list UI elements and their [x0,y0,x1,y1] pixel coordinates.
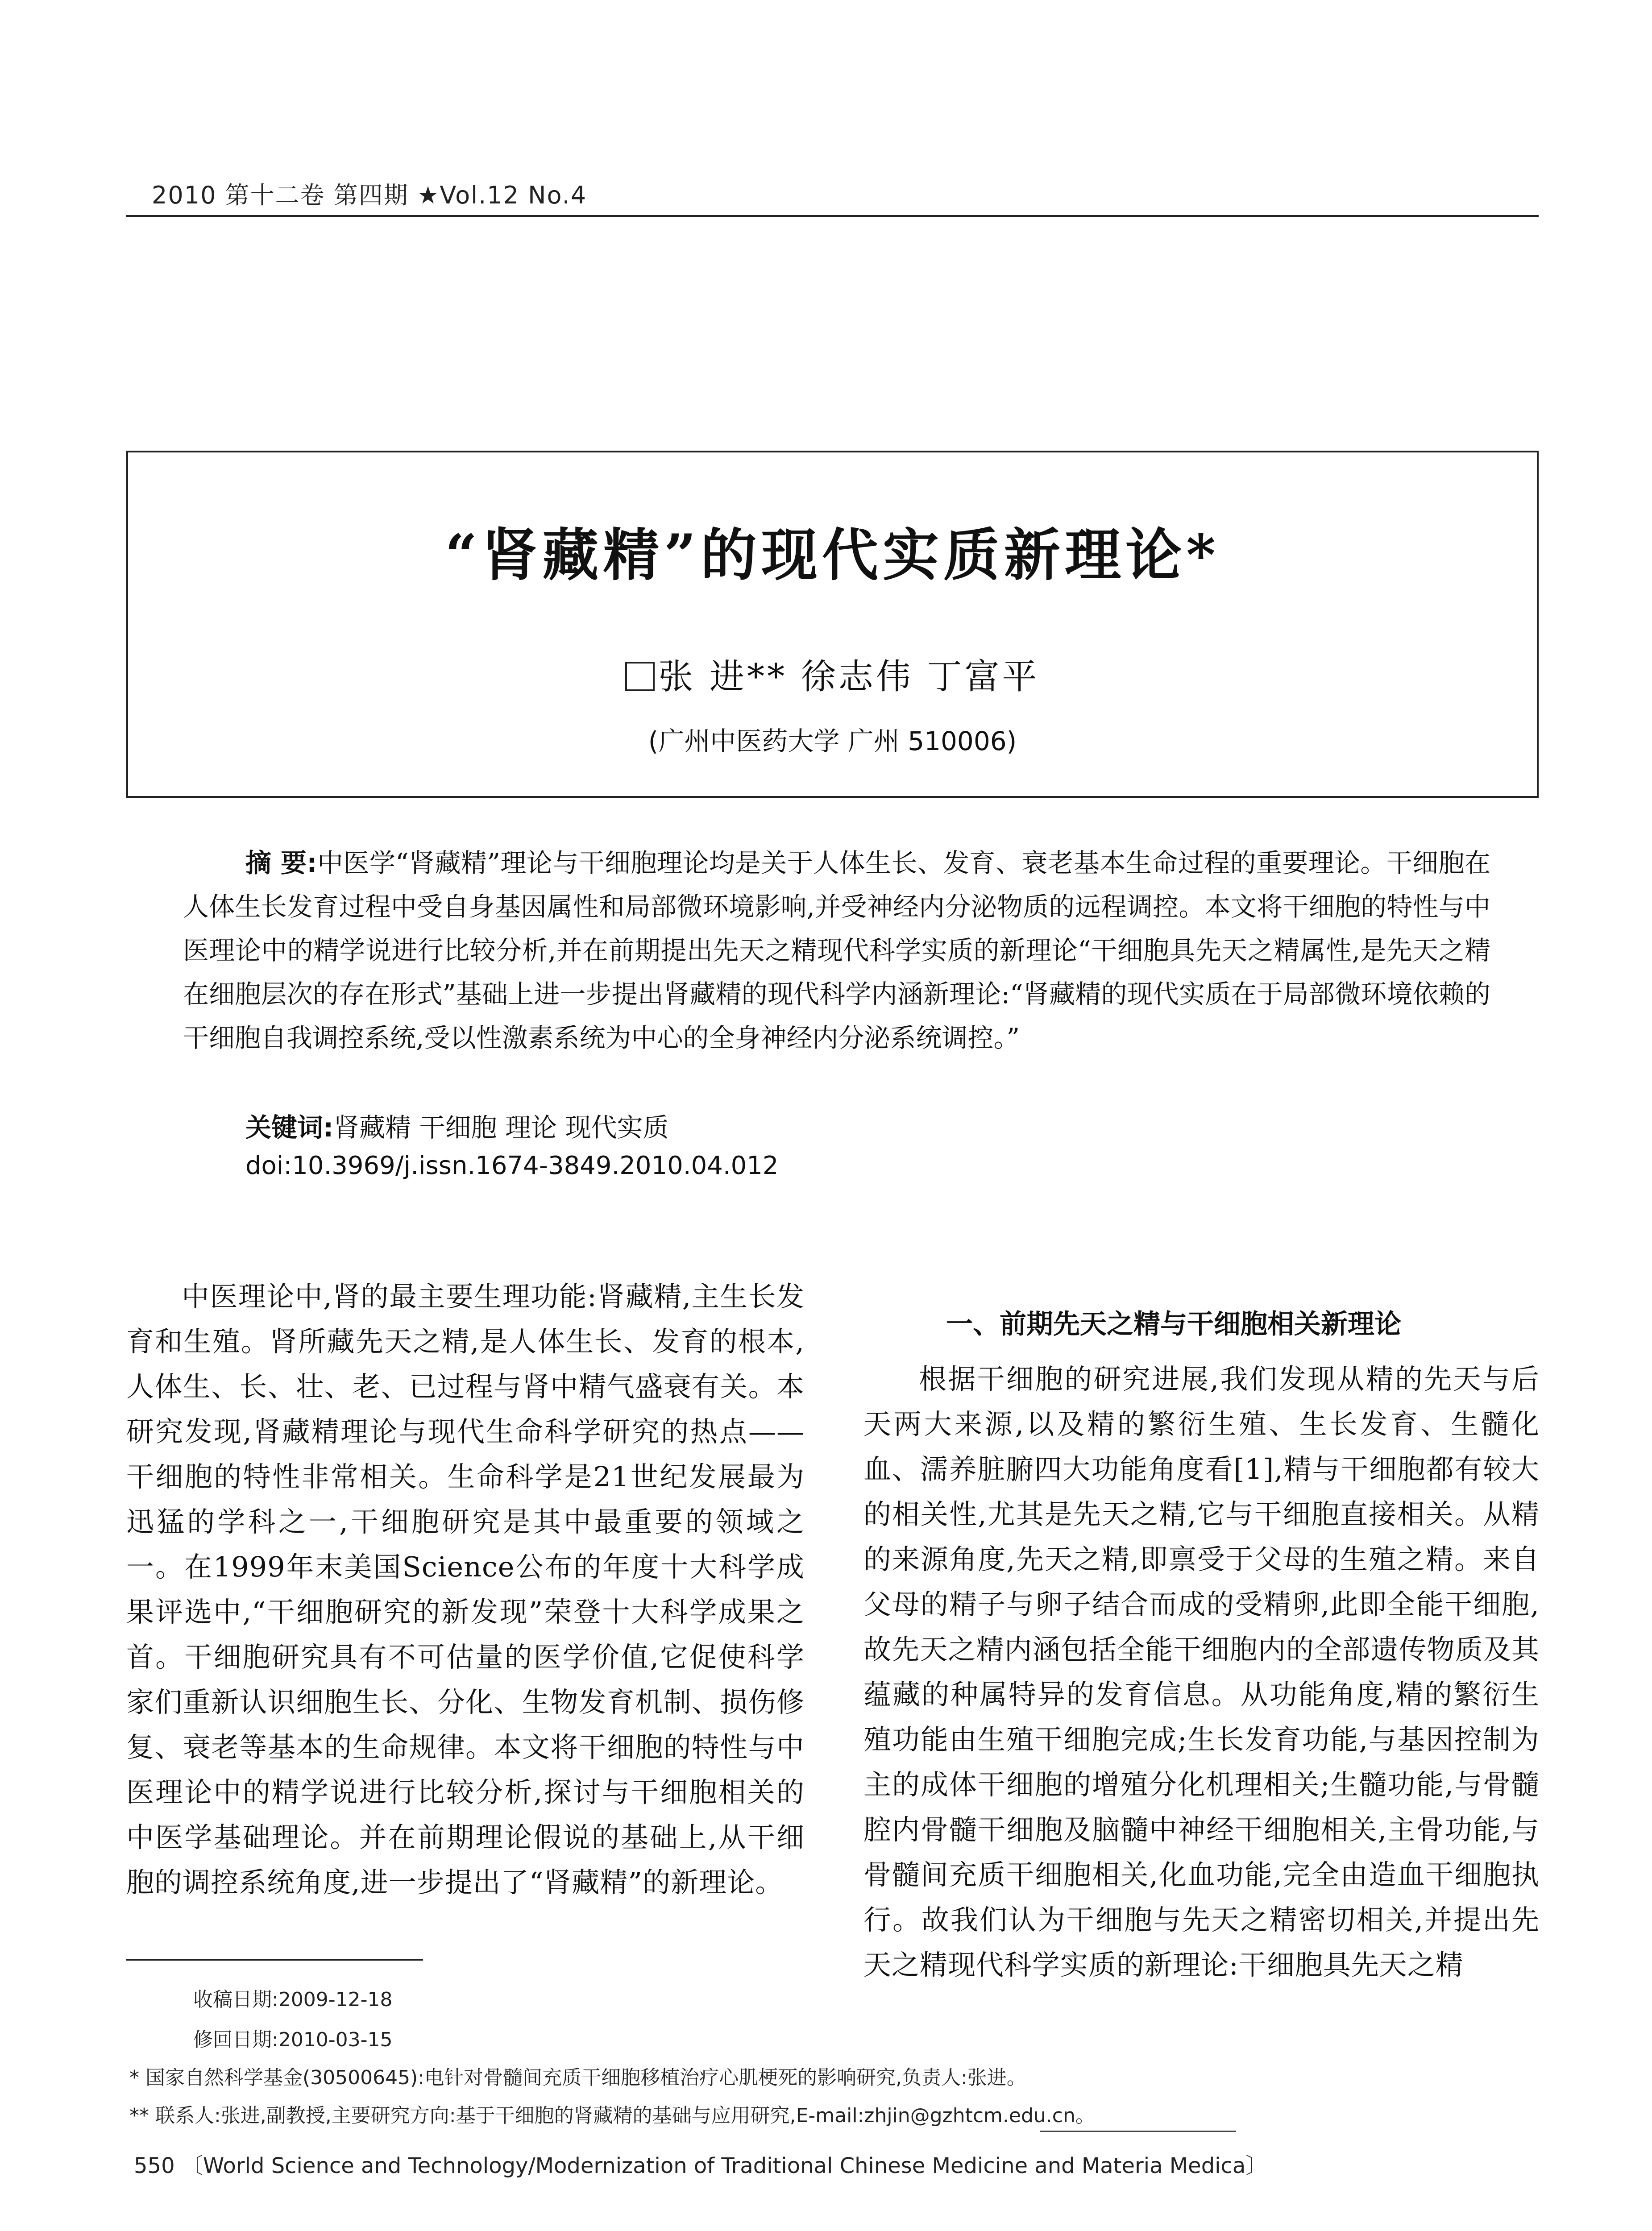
abstract-text: 中医学“肾藏精”理论与干细胞理论均是关于人体生长、发育、衰老基本生命过程的重要理论。干细胞在人体生长发育过程中受自身基因属性和局部微环境影响,并受神经内分泌物质的远程调控。本文将干细胞的特性与中医理论中的精学说进行比较分析,并在前期提出先天之精现代科学实质的新理论“干细胞具先天之精属性,是先天之精在细胞层次的存在形式”基础上进一步提出肾藏精的现代科学内涵新理论:“肾藏精的现代实质在于局部微环境依赖的干细胞自我调控系统,受以性激素系统为中心的全身神经内分泌系统调控。” [183,848,1491,1053]
abstract [183,841,1490,1060]
author-names: 张 进** 徐志伟 丁富平 [658,657,1040,697]
running-head: 2010 第十二卷 第四期 ★Vol.12 No.4 [152,181,587,209]
doi: doi:10.3969/j.issn.1674-3849.2010.04.012 [245,1151,779,1180]
authors [128,649,1537,699]
body-right-column: 根据干细胞的研究进展,我们发现从精的先天与后天两大来源,以及精的繁衍生殖、生长发育、生髓化血、濡养脏腑四大功能角度看[1],精与干细胞都有较大的相关性,尤其是先天之精,它与干细胞直接相关。从精的来源角度,先天之精,即禀受于父母的生殖之精。来自父母的精子与卵子结合而成的受精卵,此即全能干细胞,故先天之精内涵包括全能干细胞内的全部遗传物质及其蕴藏的种属特异的发育信息。从功能角度,精的繁衍生殖功能由生殖干细胞完成;生长发育功能,与基因控制为主的成体干细胞的增殖分化机理相关;生髓功能,与骨髓腔内骨髓干细胞及脑髓中神经干细胞相关,主骨功能,与骨髓间充质干细胞相关,化血功能,完全由造血干细胞执行。故我们认为干细胞与先天之精密切相关,并提出先天之精现代科学实质的新理论:干细胞具先天之精 [863,1363,1540,1981]
page-footer: 550 〔World Science and Technology/Modernization of Traditional Chinese Medicine and Materia Medica〕 [134,2153,1267,2178]
title-box [126,451,1539,798]
header-rule [126,215,1539,217]
footnote-revised: 修回日期:2010-03-15 [193,2028,393,2051]
square-symbol-icon [625,662,655,691]
keywords [245,1107,669,1144]
affiliation: (广州中医药大学 广州 510006) [648,726,1017,756]
footnote-received: 收稿日期:2009-12-18 [193,1988,393,2011]
keywords-text: 肾藏精 干细胞 理论 现代实质 [333,1112,669,1143]
abstract-label: 摘 要: [245,848,317,878]
footer-rule [1040,2131,1236,2132]
body-left-column: 中医理论中,肾的最主要生理功能:肾藏精,主生长发育和生殖。肾所藏先天之精,是人体生长、发育的根本,人体生、长、壮、老、已过程与肾中精气盛衰有关。本研究发现,肾藏精理论与现代生命科学研究的热点——干细胞的特性非常相关。生命科学是21世纪发展最为迅猛的学科之一,干细胞研究是其中最重要的领域之一。在1999年末美国Science公布的年度十大科学成果评选中,“干细胞研究的新发现”荣登十大科学成果之首。干细胞研究具有不可估量的医学价值,它促使科学家们重新认识细胞生长、分化、生物发育机制、损伤修复、衰老等基本的生命规律。本文将干细胞的特性与中医理论中的精学说进行比较分析,探讨与干细胞相关的中医学基础理论。并在前期理论假说的基础上,从干细胞的调控系统角度,进一步提出了“肾藏精”的新理论。 [126,1280,805,1899]
paper-title: “肾藏精”的现代实质新理论* [445,522,1220,588]
keywords-label: 关键词: [245,1112,334,1143]
footnote-contact: ** 联系人:张进,副教授,主要研究方向:基于干细胞的肾藏精的基础与应用研究,E-mail:zhjin@gzhtcm.edu.cn。 [129,2104,1095,2127]
footnote-fund: * 国家自然科学基金(30500645):电针对骨髓间充质干细胞移植治疗心肌梗死的影响研究,负责人:张进。 [129,2066,1026,2089]
section-heading: 一、前期先天之精与干细胞相关新理论 [946,1309,1401,1340]
footnote-rule [126,1959,423,1961]
